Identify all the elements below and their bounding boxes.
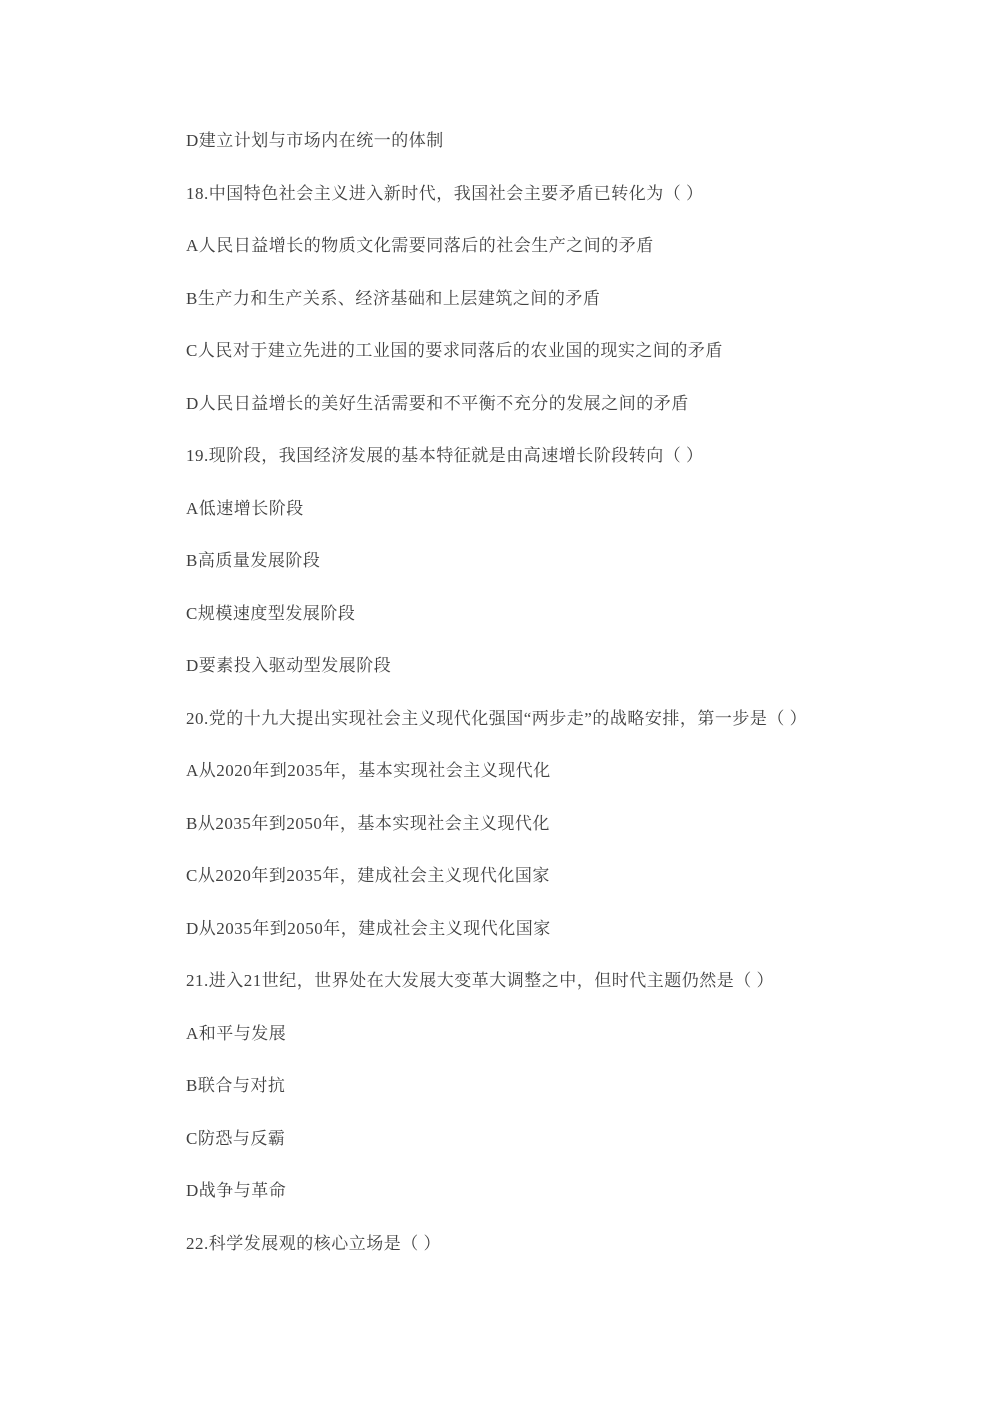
question-18-option-a: A人民日益增长的物质文化需要同落后的社会生产之间的矛盾 bbox=[186, 236, 654, 255]
question-20-option-a: A从2020年到2035年，基本实现社会主义现代化 bbox=[186, 761, 551, 780]
question-20-option-b: B从2035年到2050年，基本实现社会主义现代化 bbox=[186, 813, 550, 833]
question-21-stem: 21.进入21世纪，世界处在大发展大变革大调整之中，但时代主题仍然是（ ） bbox=[186, 971, 774, 990]
question-20-stem: 20.党的十九大提出实现社会主义现代化强国“两步走”的战略安排，第一步是（ ） bbox=[186, 708, 808, 728]
question-18-stem: 18.中国特色社会主义进入新时代，我国社会主要矛盾已转化为（ ） bbox=[186, 183, 704, 203]
question-21-option-a: A和平与发展 bbox=[186, 1023, 287, 1043]
question-18-option-d: D人民日益增长的美好生活需要和不平衡不充分的发展之间的矛盾 bbox=[186, 393, 689, 413]
question-19-option-c: C规模速度型发展阶段 bbox=[186, 603, 356, 623]
question-21-option-d: D战争与革命 bbox=[186, 1181, 287, 1200]
question-22-stem: 22.科学发展观的核心立场是（ ） bbox=[186, 1233, 441, 1253]
continuation-option-line: D建立计划与市场内在统一的体制 bbox=[186, 131, 444, 150]
question-21-option-b: B联合与对抗 bbox=[186, 1076, 286, 1095]
question-18-option-b: B生产力和生产关系、经济基础和上层建筑之间的矛盾 bbox=[186, 288, 601, 308]
question-19-option-d: D要素投入驱动型发展阶段 bbox=[186, 656, 392, 675]
question-20-option-c: C从2020年到2035年，建成社会主义现代化国家 bbox=[186, 866, 550, 885]
question-19-option-a: A低速增长阶段 bbox=[186, 498, 304, 518]
question-19-stem: 19.现阶段，我国经济发展的基本特征就是由高速增长阶段转向（ ） bbox=[186, 446, 704, 465]
question-18-option-c: C人民对于建立先进的工业国的要求同落后的农业国的现实之间的矛盾 bbox=[186, 341, 723, 360]
question-20-option-d: D从2035年到2050年，建成社会主义现代化国家 bbox=[186, 918, 551, 938]
question-19-option-b: B高质量发展阶段 bbox=[186, 551, 321, 570]
question-21-option-c: C防恐与反霸 bbox=[186, 1128, 286, 1148]
